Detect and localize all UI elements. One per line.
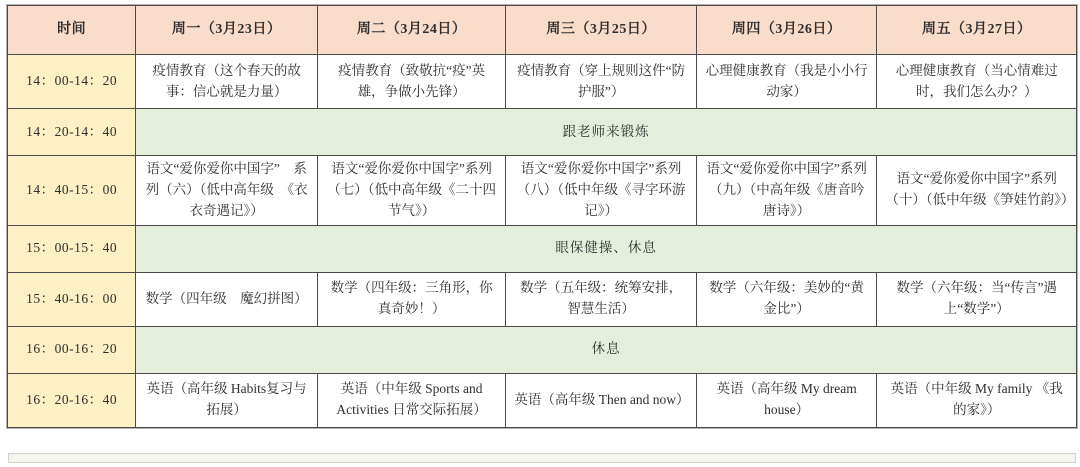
header-wednesday: 周三（3月25日） [506, 6, 697, 55]
time-slot: 15：40-16：00 [8, 272, 136, 326]
time-slot: 16：00-16：20 [8, 326, 136, 373]
lesson-cell-tue: 语文“爱你爱你中国字”系列（七）（低中高年级《二十四节气》） [317, 156, 506, 226]
lesson-cell-tue: 疫情教育（致敬抗“疫”英雄，争做小先锋） [317, 55, 506, 109]
lesson-cell-mon: 语文“爱你爱你中国字” 系列（六）（低中高年级 《衣衣奇遇记》） [136, 156, 318, 226]
table-row-1600 [8, 326, 1077, 373]
header-tuesday: 周二（3月24日） [317, 6, 506, 55]
time-slot: 15：00-15：40 [8, 225, 136, 272]
lesson-cell-wed: 语文“爱你爱你中国字”系列（八）（低中年级《寻字环游记》） [506, 156, 697, 226]
lesson-cell-fri: 心理健康教育（当心情难过时，我们怎么办？） [877, 55, 1077, 109]
lesson-cell-wed: 英语（高年级 Then and now） [506, 373, 697, 427]
header-thursday: 周四（3月26日） [696, 6, 877, 55]
table-row-1400 [8, 55, 1077, 109]
time-slot: 14：00-14：20 [8, 55, 136, 109]
merged-activity-cell: 眼保健操、休息 [136, 225, 1077, 272]
lesson-cell-fri: 语文“爱你爱你中国字”系列（十）（低中年级《笋娃竹韵》） [877, 156, 1077, 226]
header-monday: 周一（3月23日） [136, 6, 318, 55]
lesson-cell-thu: 语文“爱你爱你中国字”系列（九）（中高年级《唐音吟唐诗》） [696, 156, 877, 226]
lesson-cell-wed: 疫情教育（穿上规则这件“防护服”） [506, 55, 697, 109]
lesson-cell-tue: 数学（四年级：三角形，你真奇妙！） [317, 272, 506, 326]
table-row-1540 [8, 272, 1077, 326]
header-row [8, 6, 1077, 55]
merged-activity-cell: 跟老师来锻炼 [136, 109, 1077, 156]
lesson-cell-fri: 数学（六年级：当“传言”遇上“数学”） [877, 272, 1077, 326]
merged-activity-cell: 休息 [136, 326, 1077, 373]
table-row-1500 [8, 225, 1077, 272]
header-time: 时间 [8, 6, 136, 55]
lesson-cell-mon: 疫情教育（这个春天的故事：信心就是力量） [136, 55, 318, 109]
table-row-1420 [8, 109, 1077, 156]
lesson-cell-thu: 英语（高年级 My dream house） [696, 373, 877, 427]
lesson-cell-tue: 英语（中年级 Sports and Activities 日常交际拓展） [317, 373, 506, 427]
lesson-cell-thu: 数学（六年级：美妙的“黄金比”） [696, 272, 877, 326]
header-friday: 周五（3月27日） [877, 6, 1077, 55]
table-row-1440 [8, 156, 1077, 226]
time-slot: 14：40-15：00 [8, 156, 136, 226]
lesson-cell-fri: 英语（中年级 My family 《我的家》） [877, 373, 1077, 427]
lesson-cell-wed: 数学（五年级：统筹安排，智慧生活） [506, 272, 697, 326]
schedule-table-frame [6, 4, 1078, 429]
time-slot: 14：20-14：40 [8, 109, 136, 156]
lesson-cell-thu: 心理健康教育（我是小小行动家） [696, 55, 877, 109]
time-slot: 16：20-16：40 [8, 373, 136, 427]
class-schedule-table [7, 5, 1077, 428]
next-row-sliver [8, 453, 1076, 463]
table-row-1620 [8, 373, 1077, 427]
lesson-cell-mon: 数学（四年级 魔幻拼图） [136, 272, 318, 326]
lesson-cell-mon: 英语（高年级 Habits复习与拓展） [136, 373, 318, 427]
